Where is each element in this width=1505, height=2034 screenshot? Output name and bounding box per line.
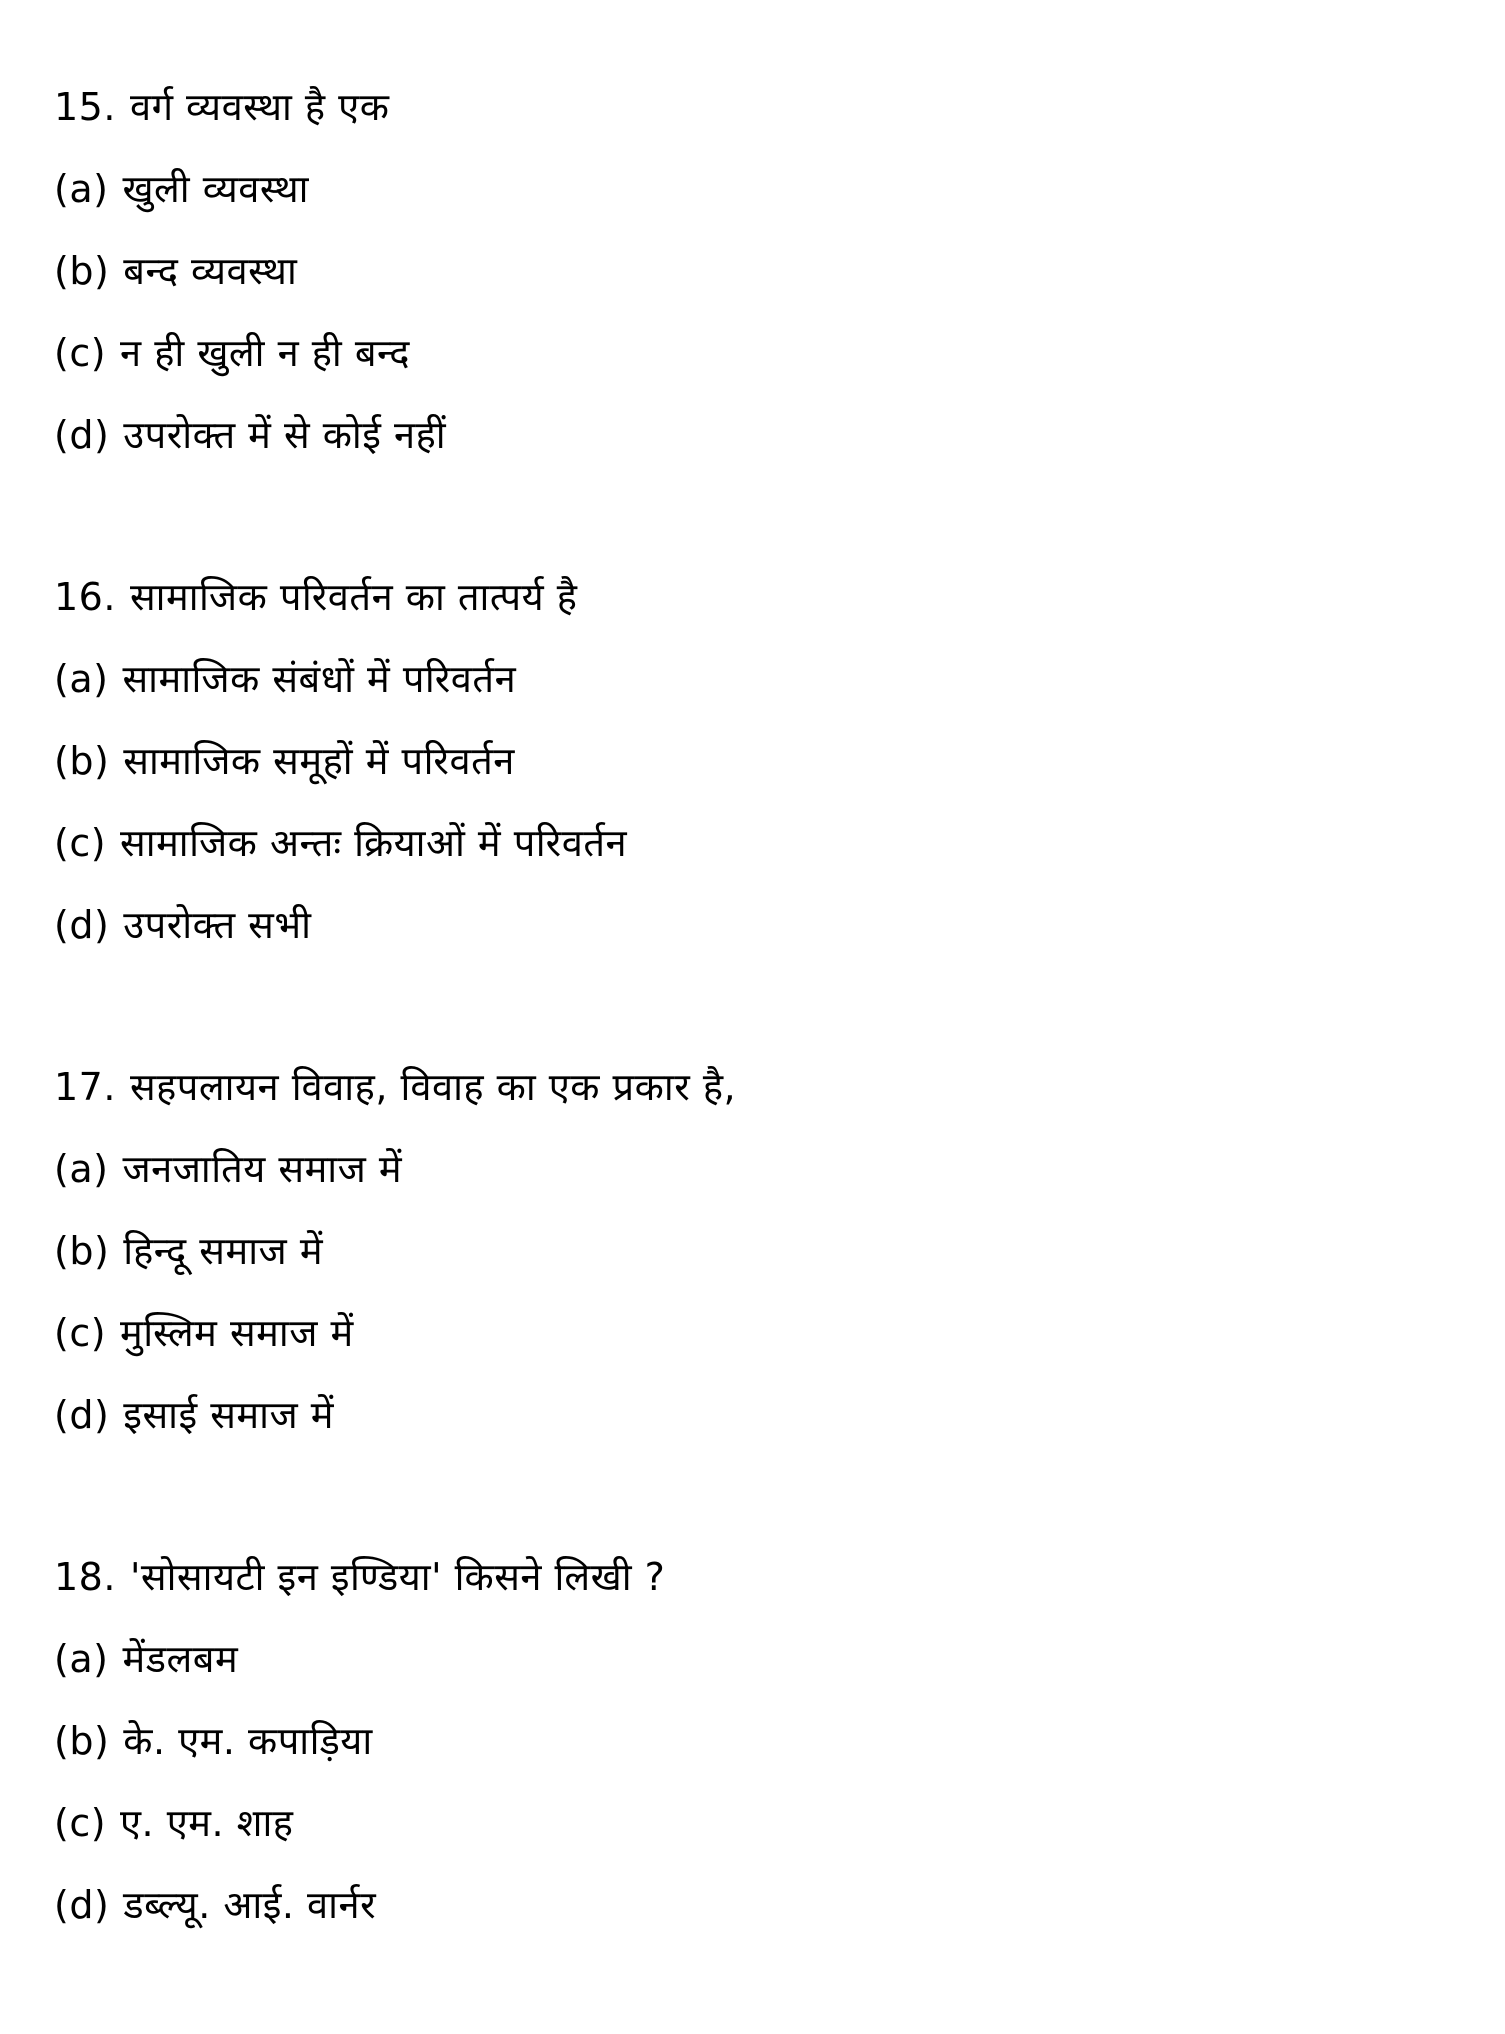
question-text: वर्ग व्यवस्था है एक bbox=[129, 85, 390, 129]
option-c bbox=[54, 1292, 1505, 1374]
option-text: खुली व्यवस्था bbox=[122, 167, 310, 211]
option-marker: (a) bbox=[54, 167, 109, 211]
option-marker: (c) bbox=[54, 1311, 107, 1355]
option-marker: (c) bbox=[54, 331, 107, 375]
option-text: जनजातिय समाज में bbox=[122, 1147, 403, 1191]
question-title bbox=[54, 1536, 1505, 1618]
option-marker: (d) bbox=[54, 1883, 110, 1927]
option-marker: (b) bbox=[54, 1719, 110, 1763]
option-marker: (d) bbox=[54, 903, 110, 947]
question-number: 17. bbox=[54, 1065, 116, 1109]
option-marker: (d) bbox=[54, 1393, 110, 1437]
option-a bbox=[54, 1128, 1505, 1210]
option-b bbox=[54, 230, 1505, 312]
option-marker: (a) bbox=[54, 657, 109, 701]
option-marker: (b) bbox=[54, 1229, 110, 1273]
option-text: इसाई समाज में bbox=[123, 1393, 334, 1437]
question-number: 18. bbox=[54, 1555, 116, 1599]
question-17 bbox=[54, 1046, 1505, 1456]
question-text: सामाजिक परिवर्तन का तात्पर्य है bbox=[129, 575, 578, 619]
option-text: मुस्लिम समाज में bbox=[120, 1311, 354, 1355]
option-marker: (b) bbox=[54, 739, 110, 783]
option-text: न ही खुली न ही बन्द bbox=[120, 331, 410, 375]
option-a bbox=[54, 1618, 1505, 1700]
option-b bbox=[54, 1700, 1505, 1782]
option-b bbox=[54, 720, 1505, 802]
option-c bbox=[54, 1782, 1505, 1864]
question-number: 16. bbox=[54, 575, 116, 619]
option-marker: (b) bbox=[54, 249, 110, 293]
option-text: डब्ल्यू. आई. वार्नर bbox=[123, 1883, 377, 1927]
option-text: बन्द व्यवस्था bbox=[123, 249, 298, 293]
question-title bbox=[54, 556, 1505, 638]
question-title bbox=[54, 1046, 1505, 1128]
option-text: उपरोक्त में से कोई नहीं bbox=[123, 413, 447, 457]
option-a bbox=[54, 638, 1505, 720]
option-d bbox=[54, 394, 1505, 476]
question-number: 15. bbox=[54, 85, 116, 129]
option-c bbox=[54, 802, 1505, 884]
option-text: हिन्दू समाज में bbox=[123, 1229, 324, 1273]
question-18 bbox=[54, 1536, 1505, 1946]
option-marker: (c) bbox=[54, 1801, 107, 1845]
option-marker: (c) bbox=[54, 821, 107, 865]
option-marker: (d) bbox=[54, 413, 110, 457]
question-16 bbox=[54, 556, 1505, 966]
option-d bbox=[54, 884, 1505, 966]
option-text: ए. एम. शाह bbox=[120, 1801, 294, 1845]
question-text: सहपलायन विवाह, विवाह का एक प्रकार है, bbox=[129, 1065, 737, 1109]
question-15 bbox=[54, 66, 1505, 476]
option-text: सामाजिक अन्तः क्रियाओं में परिवर्तन bbox=[120, 821, 628, 865]
option-a bbox=[54, 148, 1505, 230]
question-title bbox=[54, 66, 1505, 148]
option-text: सामाजिक संबंधों में परिवर्तन bbox=[122, 657, 517, 701]
option-d bbox=[54, 1864, 1505, 1946]
option-text: उपरोक्त सभी bbox=[123, 903, 312, 947]
option-c bbox=[54, 312, 1505, 394]
option-text: मेंडलबम bbox=[122, 1637, 239, 1681]
option-text: सामाजिक समूहों में परिवर्तन bbox=[123, 739, 515, 783]
option-d bbox=[54, 1374, 1505, 1456]
option-marker: (a) bbox=[54, 1147, 109, 1191]
option-text: के. एम. कपाड़िया bbox=[123, 1719, 373, 1763]
option-marker: (a) bbox=[54, 1637, 109, 1681]
question-text: 'सोसायटी इन इण्डिया' किसने लिखी ? bbox=[129, 1555, 666, 1599]
option-b bbox=[54, 1210, 1505, 1292]
